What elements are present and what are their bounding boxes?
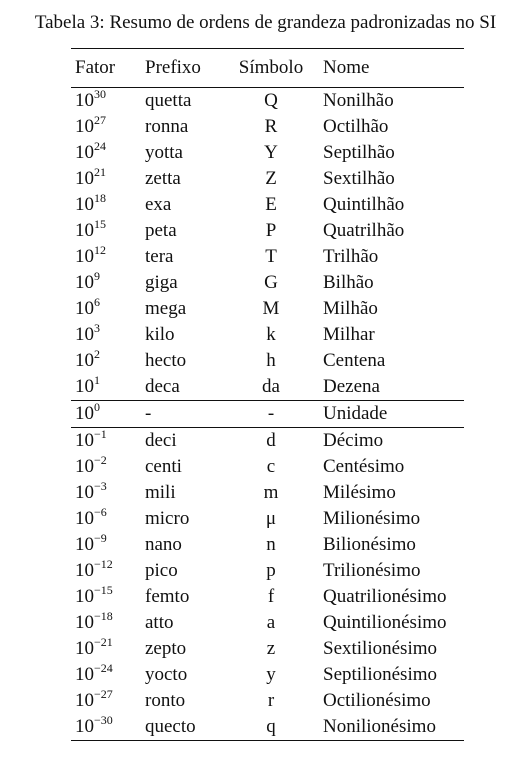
header-name: Nome bbox=[319, 49, 464, 88]
cell-name: Centena bbox=[323, 350, 386, 371]
cell-name: Quintilionésimo bbox=[323, 612, 447, 633]
factor-base: 10 bbox=[75, 586, 94, 607]
factor-base: 10 bbox=[75, 246, 94, 267]
table-row bbox=[71, 428, 464, 455]
cell-symbol: z bbox=[266, 638, 276, 659]
cell-name: Sextilhão bbox=[323, 168, 395, 189]
table-row bbox=[71, 610, 464, 636]
cell-name: Milionésimo bbox=[323, 508, 421, 529]
cell-prefix: quecto bbox=[141, 714, 223, 741]
cell-name: Nonilhão bbox=[319, 88, 464, 115]
factor-exponent: 24 bbox=[94, 139, 106, 153]
factor-exponent: −18 bbox=[94, 609, 113, 623]
cell-factor bbox=[71, 662, 141, 688]
cell-name: Milésimo bbox=[323, 482, 396, 503]
cell-factor bbox=[71, 558, 141, 584]
cell-prefix: pico bbox=[145, 560, 178, 581]
cell-name: Trilionésimo bbox=[323, 560, 421, 581]
cell-prefix: peta bbox=[145, 220, 177, 241]
cell-prefix: hecto bbox=[145, 350, 187, 371]
cell-symbol: q bbox=[223, 714, 319, 741]
cell-factor bbox=[71, 348, 141, 374]
table-row bbox=[71, 270, 464, 296]
cell-symbol: k bbox=[266, 324, 276, 345]
cell-name: Bilhão bbox=[323, 272, 374, 293]
factor-base: 10 bbox=[75, 350, 94, 371]
cell-prefix: quetta bbox=[141, 88, 223, 115]
factor-exponent: −2 bbox=[94, 453, 107, 467]
factor-base: 10 bbox=[75, 482, 94, 503]
factor-exponent: 2 bbox=[94, 347, 100, 361]
table-row bbox=[71, 296, 464, 322]
factor-exponent: 1 bbox=[94, 373, 100, 387]
cell-factor bbox=[71, 140, 141, 166]
cell-symbol: h bbox=[266, 350, 276, 371]
table-row bbox=[71, 584, 464, 610]
factor-base: 10 bbox=[75, 456, 94, 477]
cell-prefix: femto bbox=[145, 586, 190, 607]
factor-base: 10 bbox=[75, 560, 94, 581]
cell-factor bbox=[71, 610, 141, 636]
cell-name: Décimo bbox=[319, 428, 464, 455]
header-symbol: Símbolo bbox=[223, 49, 319, 88]
table-row bbox=[71, 662, 464, 688]
cell-symbol: P bbox=[265, 220, 277, 241]
factor-exponent: −1 bbox=[94, 427, 107, 441]
table-row bbox=[71, 140, 464, 166]
cell-symbol: da bbox=[262, 376, 280, 397]
table-row bbox=[71, 401, 464, 428]
cell-prefix: giga bbox=[145, 272, 178, 293]
cell-prefix: tera bbox=[145, 246, 174, 267]
table-row bbox=[71, 322, 464, 348]
cell-name: Milhar bbox=[323, 324, 375, 345]
cell-name: Quatrilionésimo bbox=[323, 586, 447, 607]
cell-prefix: nano bbox=[145, 534, 182, 555]
cell-factor bbox=[71, 454, 141, 480]
factor-base: 10 bbox=[75, 142, 94, 163]
table-row bbox=[71, 244, 464, 270]
factor-base: 10 bbox=[75, 430, 94, 451]
cell-factor bbox=[71, 480, 141, 506]
factor-exponent: 12 bbox=[94, 243, 106, 257]
factor-exponent: −3 bbox=[94, 479, 107, 493]
cell-name: Sextilionésimo bbox=[323, 638, 437, 659]
cell-prefix: micro bbox=[145, 508, 190, 529]
cell-factor bbox=[71, 322, 141, 348]
cell-factor bbox=[71, 218, 141, 244]
factor-base: 10 bbox=[75, 168, 94, 189]
cell-factor bbox=[71, 192, 141, 218]
factor-base: 10 bbox=[75, 664, 94, 685]
factor-base: 10 bbox=[75, 403, 94, 424]
factor-exponent: 9 bbox=[94, 269, 100, 283]
table-row bbox=[71, 480, 464, 506]
table-row bbox=[71, 558, 464, 584]
factor-base: 10 bbox=[75, 116, 94, 137]
cell-factor bbox=[71, 584, 141, 610]
cell-symbol: μ bbox=[265, 508, 277, 529]
factor-exponent: −9 bbox=[94, 531, 107, 545]
factor-exponent: 6 bbox=[94, 295, 100, 309]
factor-exponent: 30 bbox=[94, 87, 106, 101]
table-row bbox=[71, 454, 464, 480]
table-row bbox=[71, 714, 464, 741]
table-row bbox=[71, 374, 464, 401]
cell-factor bbox=[71, 428, 141, 455]
factor-base: 10 bbox=[75, 508, 94, 529]
table-row bbox=[71, 532, 464, 558]
cell-name: Octilionésimo bbox=[323, 690, 431, 711]
table-body bbox=[71, 88, 464, 741]
table-caption: Tabela 3: Resumo de ordens de grandeza padronizadas no SI bbox=[34, 12, 497, 33]
cell-prefix: kilo bbox=[145, 324, 175, 345]
factor-exponent: 15 bbox=[94, 217, 106, 231]
cell-symbol: - bbox=[223, 401, 319, 428]
cell-name: Quatrilhão bbox=[323, 220, 405, 241]
header-prefix: Prefixo bbox=[141, 49, 223, 88]
cell-symbol: T bbox=[265, 246, 277, 267]
cell-factor bbox=[71, 374, 141, 401]
cell-name: Bilionésimo bbox=[323, 534, 416, 555]
cell-symbol: y bbox=[266, 664, 276, 685]
factor-exponent: 21 bbox=[94, 165, 106, 179]
factor-base: 10 bbox=[75, 534, 94, 555]
cell-symbol: Y bbox=[264, 142, 278, 163]
factor-exponent: 0 bbox=[94, 400, 100, 414]
cell-symbol: d bbox=[223, 428, 319, 455]
cell-prefix: ronto bbox=[145, 690, 186, 711]
cell-prefix: mili bbox=[145, 482, 176, 503]
factor-base: 10 bbox=[75, 638, 94, 659]
cell-symbol: f bbox=[267, 586, 275, 607]
cell-prefix: deca bbox=[145, 376, 180, 397]
cell-prefix: zetta bbox=[145, 168, 181, 189]
cell-symbol: Q bbox=[223, 88, 319, 115]
header-factor: Fator bbox=[71, 49, 141, 88]
cell-prefix: deci bbox=[141, 428, 223, 455]
cell-symbol: p bbox=[266, 560, 276, 581]
cell-prefix: exa bbox=[145, 194, 172, 215]
factor-exponent: 18 bbox=[94, 191, 106, 205]
cell-prefix: yocto bbox=[145, 664, 188, 685]
factor-exponent: 3 bbox=[94, 321, 100, 335]
cell-name: Septilhão bbox=[323, 142, 395, 163]
cell-symbol: c bbox=[266, 456, 276, 477]
cell-factor bbox=[71, 296, 141, 322]
factor-exponent: −15 bbox=[94, 583, 113, 597]
cell-name: Octilhão bbox=[323, 116, 389, 137]
cell-prefix: - bbox=[141, 401, 223, 428]
cell-factor bbox=[71, 714, 141, 741]
factor-base: 10 bbox=[75, 690, 94, 711]
factor-base: 10 bbox=[75, 376, 94, 397]
table-row bbox=[71, 688, 464, 714]
cell-prefix: yotta bbox=[145, 142, 183, 163]
table-row bbox=[71, 88, 464, 115]
table-row bbox=[71, 218, 464, 244]
cell-symbol: Z bbox=[265, 168, 277, 189]
table-row bbox=[71, 192, 464, 218]
table-row bbox=[71, 506, 464, 532]
factor-base: 10 bbox=[75, 272, 94, 293]
cell-symbol: G bbox=[264, 272, 278, 293]
factor-base: 10 bbox=[75, 716, 94, 737]
factor-exponent: −24 bbox=[94, 661, 113, 675]
factor-exponent: −30 bbox=[94, 713, 113, 727]
cell-name: Quintilhão bbox=[323, 194, 405, 215]
factor-exponent: −27 bbox=[94, 687, 113, 701]
cell-symbol: E bbox=[265, 194, 277, 215]
cell-name: Unidade bbox=[319, 401, 464, 428]
factor-exponent: −12 bbox=[94, 557, 113, 571]
cell-factor bbox=[71, 688, 141, 714]
table-row bbox=[71, 114, 464, 140]
cell-symbol: R bbox=[264, 116, 278, 137]
factor-base: 10 bbox=[75, 298, 94, 319]
cell-name: Centésimo bbox=[323, 456, 405, 477]
cell-factor bbox=[71, 532, 141, 558]
cell-symbol: a bbox=[266, 612, 276, 633]
cell-name: Trilhão bbox=[323, 246, 379, 267]
table-header-row bbox=[71, 49, 464, 88]
table-row bbox=[71, 348, 464, 374]
table-row bbox=[71, 636, 464, 662]
factor-base: 10 bbox=[75, 324, 94, 345]
cell-factor bbox=[71, 114, 141, 140]
cell-symbol: M bbox=[262, 298, 280, 319]
factor-exponent: −21 bbox=[94, 635, 113, 649]
cell-factor bbox=[71, 166, 141, 192]
table-row bbox=[71, 166, 464, 192]
cell-prefix: mega bbox=[145, 298, 187, 319]
cell-factor bbox=[71, 506, 141, 532]
cell-name: Nonilionésimo bbox=[319, 714, 464, 741]
cell-prefix: zepto bbox=[145, 638, 187, 659]
cell-name: Dezena bbox=[323, 376, 380, 397]
cell-factor bbox=[71, 244, 141, 270]
cell-factor bbox=[71, 270, 141, 296]
cell-prefix: centi bbox=[145, 456, 182, 477]
factor-base: 10 bbox=[75, 90, 94, 111]
factor-base: 10 bbox=[75, 220, 94, 241]
cell-factor bbox=[71, 636, 141, 662]
si-prefix-table bbox=[71, 48, 464, 741]
cell-name: Septilionésimo bbox=[323, 664, 437, 685]
cell-factor bbox=[71, 401, 141, 428]
cell-name: Milhão bbox=[323, 298, 378, 319]
cell-prefix: atto bbox=[145, 612, 174, 633]
factor-exponent: 27 bbox=[94, 113, 106, 127]
factor-exponent: −6 bbox=[94, 505, 107, 519]
cell-factor bbox=[71, 88, 141, 115]
cell-prefix: ronna bbox=[145, 116, 189, 137]
cell-symbol: r bbox=[267, 690, 275, 711]
factor-base: 10 bbox=[75, 612, 94, 633]
factor-base: 10 bbox=[75, 194, 94, 215]
cell-symbol: n bbox=[266, 534, 276, 555]
cell-symbol: m bbox=[263, 482, 279, 503]
